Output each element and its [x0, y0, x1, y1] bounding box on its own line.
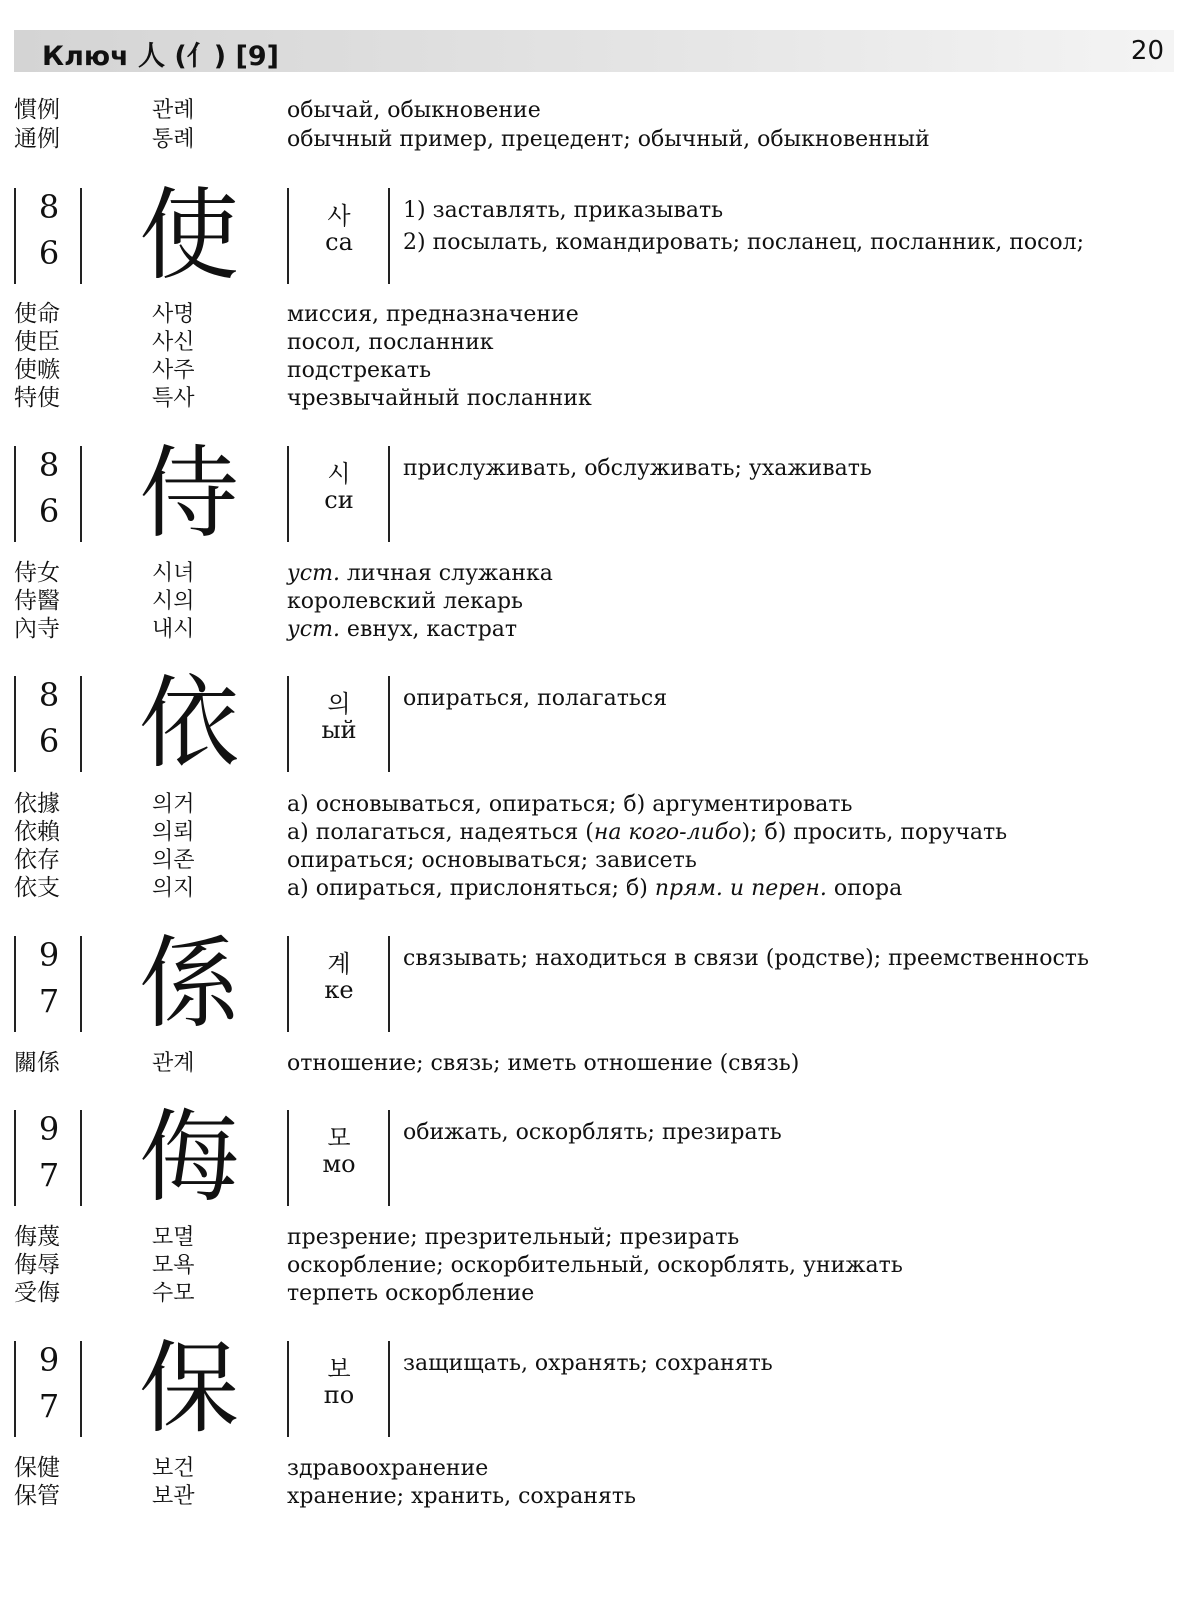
compound-korean: 관례: [152, 98, 195, 123]
compound-korean: 시녀: [152, 561, 195, 586]
cyrillic-reading: си: [324, 486, 354, 514]
compound-hanja: 關係: [14, 1050, 60, 1076]
headword-character: 係: [139, 925, 239, 1042]
stroke-count-extra: 7: [38, 1156, 60, 1194]
compound-hanja: 侍女: [14, 560, 60, 586]
definition-text: ); б) просить, поручать: [741, 820, 1008, 845]
stroke-count-extra: 6: [38, 492, 60, 530]
stroke-count-total: 8: [38, 188, 60, 226]
compound-definition: [287, 818, 1007, 847]
compound-hanja: 內寺: [14, 616, 60, 642]
compound-hanja: 慣例: [14, 97, 60, 123]
compound-definition: обычай, обыкновение: [287, 98, 541, 123]
compound-definition: обычный пример, прецедент; обычный, обыкновенный: [287, 127, 930, 152]
compound-definition: оскорбление; оскорбительный, оскорблять, унижать: [287, 1253, 903, 1278]
compound-korean: 사신: [152, 330, 195, 355]
page-header: [14, 30, 1174, 72]
compound-definition: [287, 874, 902, 903]
compound-definition: презрение; презрительный; презирать: [287, 1225, 740, 1250]
compound-korean: 시의: [152, 589, 195, 614]
compound-korean: 보건: [152, 1456, 195, 1481]
divider: [80, 1110, 82, 1206]
divider: [287, 676, 289, 772]
compound-korean: 통례: [152, 127, 195, 152]
meaning: 1) заставлять, приказывать: [403, 198, 724, 223]
headword-character: 侍: [139, 435, 239, 552]
compound-hanja: 特使: [14, 385, 60, 411]
divider: [287, 1110, 289, 1206]
compound-korean: 사명: [152, 302, 195, 327]
compound-korean: 관계: [152, 1051, 195, 1076]
compound-definition: подстрекать: [287, 358, 432, 383]
compound-hanja: 依賴: [14, 819, 60, 845]
compound-definition: отношение; связь; иметь отношение (связь): [287, 1051, 800, 1076]
compound-definition: миссия, предназначение: [287, 302, 579, 327]
divider: [14, 936, 16, 1032]
divider: [287, 446, 289, 542]
cyrillic-reading: по: [323, 1381, 355, 1409]
hangul-reading: 의: [327, 690, 351, 718]
headword-character: 依: [139, 665, 239, 782]
stroke-count-total: 9: [38, 1110, 60, 1148]
compound-definition: терпеть оскорбление: [287, 1281, 535, 1306]
compound-korean: 의거: [152, 792, 195, 817]
divider: [80, 936, 82, 1032]
divider: [388, 1341, 390, 1437]
divider: [388, 1110, 390, 1206]
cyrillic-reading: ке: [324, 976, 354, 1004]
compound-hanja: 侮蔑: [14, 1224, 60, 1250]
divider: [388, 188, 390, 284]
divider: [80, 1341, 82, 1437]
divider: [80, 676, 82, 772]
compound-korean: 사주: [152, 358, 195, 383]
usage-label: прям. и перен.: [654, 876, 827, 901]
stroke-count-extra: 7: [38, 982, 60, 1020]
compound-korean: 모멸: [152, 1225, 195, 1250]
definition-text: личная служанка: [339, 561, 553, 586]
definition-text: опора: [826, 876, 903, 901]
compound-hanja: 保管: [14, 1483, 60, 1509]
divider: [14, 676, 16, 772]
meaning: 2) посылать, командировать; посланец, посланник, посол;: [403, 230, 1085, 255]
compound-korean: 의뢰: [152, 820, 195, 845]
compound-hanja: 侮辱: [14, 1252, 60, 1278]
stroke-count-extra: 6: [38, 722, 60, 760]
compound-definition: здравоохранение: [287, 1456, 489, 1481]
compound-definition: хранение; хранить, сохранять: [287, 1484, 636, 1509]
compound-definition: королевский лекарь: [287, 589, 524, 614]
divider: [14, 1341, 16, 1437]
compound-definition: посол, посланник: [287, 330, 494, 355]
divider: [388, 676, 390, 772]
character-entry-box: [0, 925, 1185, 1042]
compound-definition: [287, 559, 553, 588]
definition-text: а) опираться, прислоняться; б): [287, 876, 655, 901]
usage-label: на кого-либо: [593, 820, 742, 845]
compound-korean: 수모: [152, 1281, 195, 1306]
divider: [287, 188, 289, 284]
compound-hanja: 通例: [14, 126, 60, 152]
character-entry-box: [0, 435, 1185, 552]
compound-hanja: 依據: [14, 791, 60, 817]
definition-text: а) полагаться, надеяться (: [287, 820, 594, 845]
cyrillic-reading: ый: [321, 716, 357, 744]
meaning: защищать, охранять; сохранять: [403, 1351, 773, 1376]
usage-label: уст.: [287, 617, 340, 642]
compound-definition: опираться; основываться; зависеть: [287, 848, 697, 873]
character-entry-box: [0, 177, 1185, 294]
hangul-reading: 계: [327, 950, 351, 978]
headword-character: 使: [139, 177, 239, 294]
compound-definition: чрезвычайный посланник: [287, 386, 592, 411]
hangul-reading: 모: [327, 1124, 351, 1152]
compound-hanja: 使命: [14, 301, 60, 327]
stroke-count-total: 9: [38, 1341, 60, 1379]
compound-hanja: 使臣: [14, 329, 60, 355]
compound-hanja: 保健: [14, 1455, 60, 1481]
compound-hanja: 依支: [14, 875, 60, 901]
compound-hanja: 受侮: [14, 1280, 60, 1306]
divider: [80, 188, 82, 284]
stroke-count-extra: 6: [38, 234, 60, 272]
cyrillic-reading: са: [325, 228, 353, 256]
compound-korean: 모욕: [152, 1253, 195, 1278]
headword-character: 保: [139, 1330, 239, 1447]
character-entry-box: [0, 665, 1185, 782]
definition-text: евнух, кастрат: [339, 617, 518, 642]
compound-hanja: 依存: [14, 847, 60, 873]
compound-korean: 보관: [152, 1484, 195, 1509]
stroke-count-extra: 7: [38, 1387, 60, 1425]
stroke-count-total: 8: [38, 676, 60, 714]
divider: [287, 1341, 289, 1437]
compound-hanja: 侍醫: [14, 588, 60, 614]
divider: [388, 446, 390, 542]
divider: [14, 1110, 16, 1206]
usage-label: уст.: [287, 561, 340, 586]
character-entry-box: [0, 1099, 1185, 1216]
divider: [388, 936, 390, 1032]
meaning: связывать; находиться в связи (родстве); преемственность: [403, 946, 1089, 971]
compound-korean: 의존: [152, 848, 195, 873]
compound-definition: а) основываться, опираться; б) аргументировать: [287, 792, 853, 817]
stroke-count-total: 9: [38, 936, 60, 974]
meaning: обижать, оскорблять; презирать: [403, 1120, 782, 1145]
hangul-reading: 보: [327, 1355, 351, 1383]
divider: [287, 936, 289, 1032]
divider: [14, 188, 16, 284]
meaning: прислуживать, обслуживать; ухаживать: [403, 456, 872, 481]
section-title: Ключ 人 (亻) [9]: [42, 41, 279, 72]
meaning: опираться, полагаться: [403, 686, 668, 711]
stroke-count-total: 8: [38, 446, 60, 484]
compound-definition: [287, 615, 517, 644]
headword-character: 侮: [139, 1099, 239, 1216]
cyrillic-reading: мо: [322, 1150, 356, 1178]
hangul-reading: 사: [327, 202, 351, 230]
compound-korean: 의지: [152, 876, 195, 901]
character-entry-box: [0, 1330, 1185, 1447]
page-number: 20: [1130, 36, 1164, 66]
hangul-reading: 시: [327, 460, 351, 488]
compound-korean: 내시: [152, 617, 195, 642]
compound-hanja: 使嗾: [14, 357, 60, 383]
divider: [14, 446, 16, 542]
divider: [80, 446, 82, 542]
compound-korean: 특사: [152, 386, 195, 411]
